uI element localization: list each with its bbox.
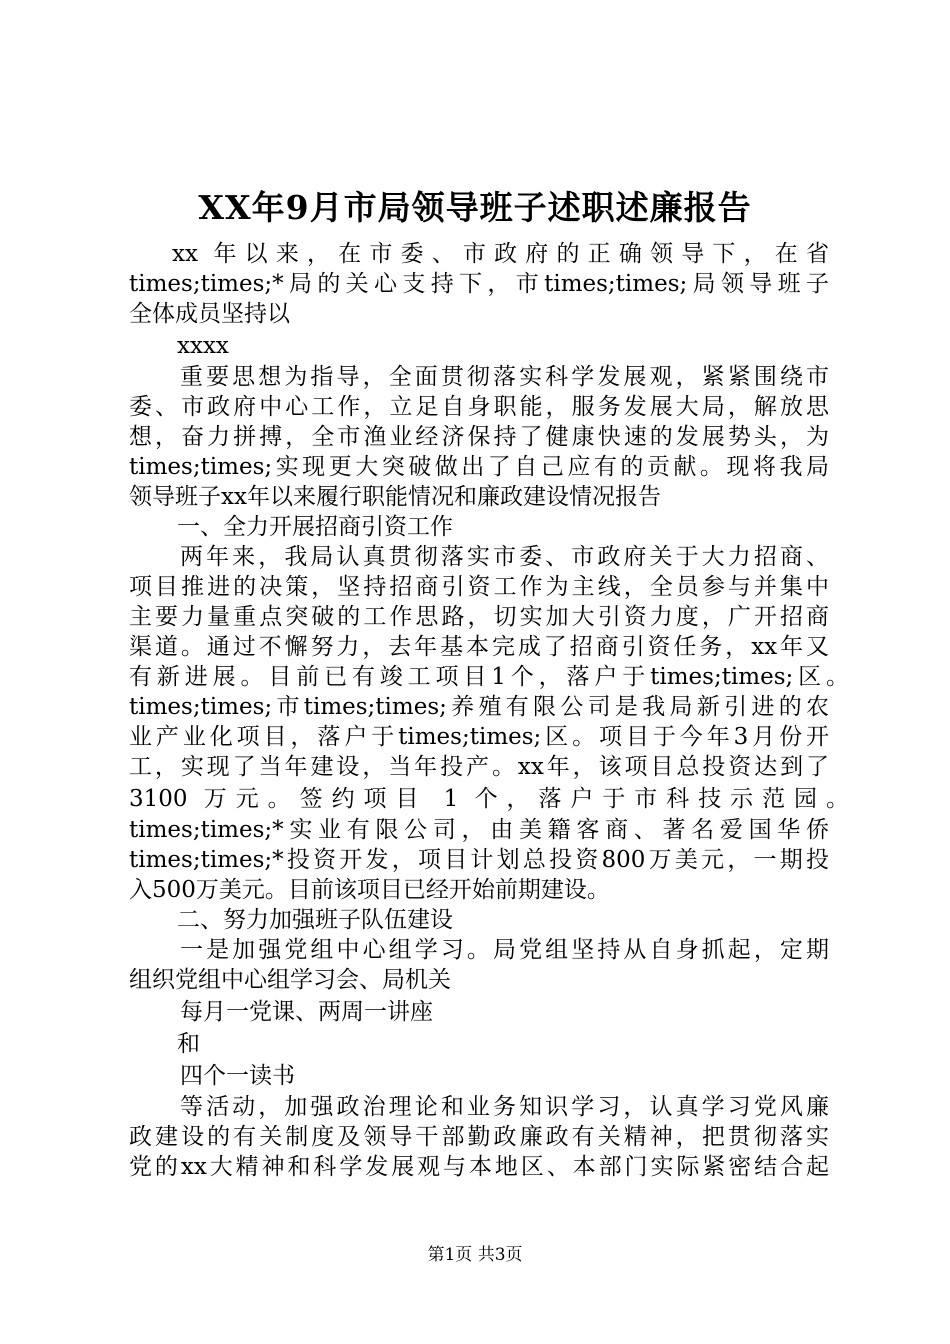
paragraph-line: times;times;*实业有限公司，由美籍客商、著名爱国华侨 xyxy=(129,817,829,843)
paragraph-line: 领导班子xx年以来履行职能情况和廉政建设情况报告 xyxy=(129,484,661,510)
paragraph-line: 两年来，我局认真贯彻落实市委、市政府关于大力招商、 xyxy=(180,544,829,570)
paragraph-line: 业产业化项目，落户于times;times;区。项目于今年3月份开 xyxy=(129,724,829,750)
paragraph-line: 等活动，加强政治理论和业务知识学习，认真学习党风廉 xyxy=(180,1094,829,1120)
paragraph-line: 3100 万元。签约项目 1 个，落户于市科技示范园。 xyxy=(129,786,849,812)
paragraph-line: 四个一读书 xyxy=(180,1063,295,1089)
paragraph-line: 重要思想为指导，全面贯彻落实科学发展观，紧紧围绕市 xyxy=(180,364,829,390)
paragraph-line: 一是加强党组中心组学习。局党组坚持从自身抓起，定期 xyxy=(180,937,829,963)
paragraph-line: 项目推进的决策，坚持招商引资工作为主线，全员参与并集中 xyxy=(129,574,829,600)
paragraph-line: 想，奋力拼搏，全市渔业经济保持了健康快速的发展势头，为 xyxy=(129,424,829,450)
paragraph-line: 渠道。通过不懈努力，去年基本完成了招商引资任务，xx年又 xyxy=(129,634,829,660)
paragraph-line: 有新进展。目前已有竣工项目1个，落户于times;times;区。 xyxy=(129,664,849,690)
document-title: XX年9月市局领导班子述职述廉报告 xyxy=(198,188,752,227)
paragraph-line: times;times;市times;times;养殖有限公司是我局新引进的农 xyxy=(129,694,829,720)
paragraph-line: 全体成员坚持以 xyxy=(129,301,290,327)
paragraph-line: times;times;实现更大突破做出了自己应有的贡献。现将我局 xyxy=(129,454,829,480)
paragraph-line: 入500万美元。目前该项目已经开始前期建设。 xyxy=(129,877,610,903)
paragraph-line: 主要力量重点突破的工作思路，切实加大引资力度，广开招商 xyxy=(129,604,829,630)
paragraph-line: 政建设的有关制度及领导干部勤政廉政有关精神，把贯彻落实 xyxy=(129,1124,829,1150)
paragraph-line: times;times;*投资开发，项目计划总投资800万美元，一期投 xyxy=(129,847,829,873)
paragraph-line: 每月一党课、两周一讲座 xyxy=(180,999,433,1025)
section-heading: 二、努力加强班子队伍建设 xyxy=(177,907,453,933)
paragraph-line: 党的xx大精神和科学发展观与本地区、本部门实际紧密结合起 xyxy=(129,1154,829,1180)
paragraph-line: 和 xyxy=(177,1031,200,1057)
paragraph-line: times;times;*局的关心支持下，市times;times;局领导班子 xyxy=(129,271,829,297)
paragraph-line: 委、市政府中心工作，立足自身职能，服务发展大局，解放思 xyxy=(129,394,829,420)
paragraph-line: xxxx xyxy=(177,333,229,359)
paragraph-line: 组织党组中心组学习会、局机关 xyxy=(129,967,451,993)
page-footer: 第1页 共3页 xyxy=(427,1245,523,1265)
paragraph-line: xx 年以来，在市委、市政府的正确领导下，在省 xyxy=(172,241,829,267)
paragraph-line: 工，实现了当年建设，当年投产。xx年，该项目总投资达到了 xyxy=(129,754,829,780)
section-heading: 一、全力开展招商引资工作 xyxy=(177,514,453,540)
